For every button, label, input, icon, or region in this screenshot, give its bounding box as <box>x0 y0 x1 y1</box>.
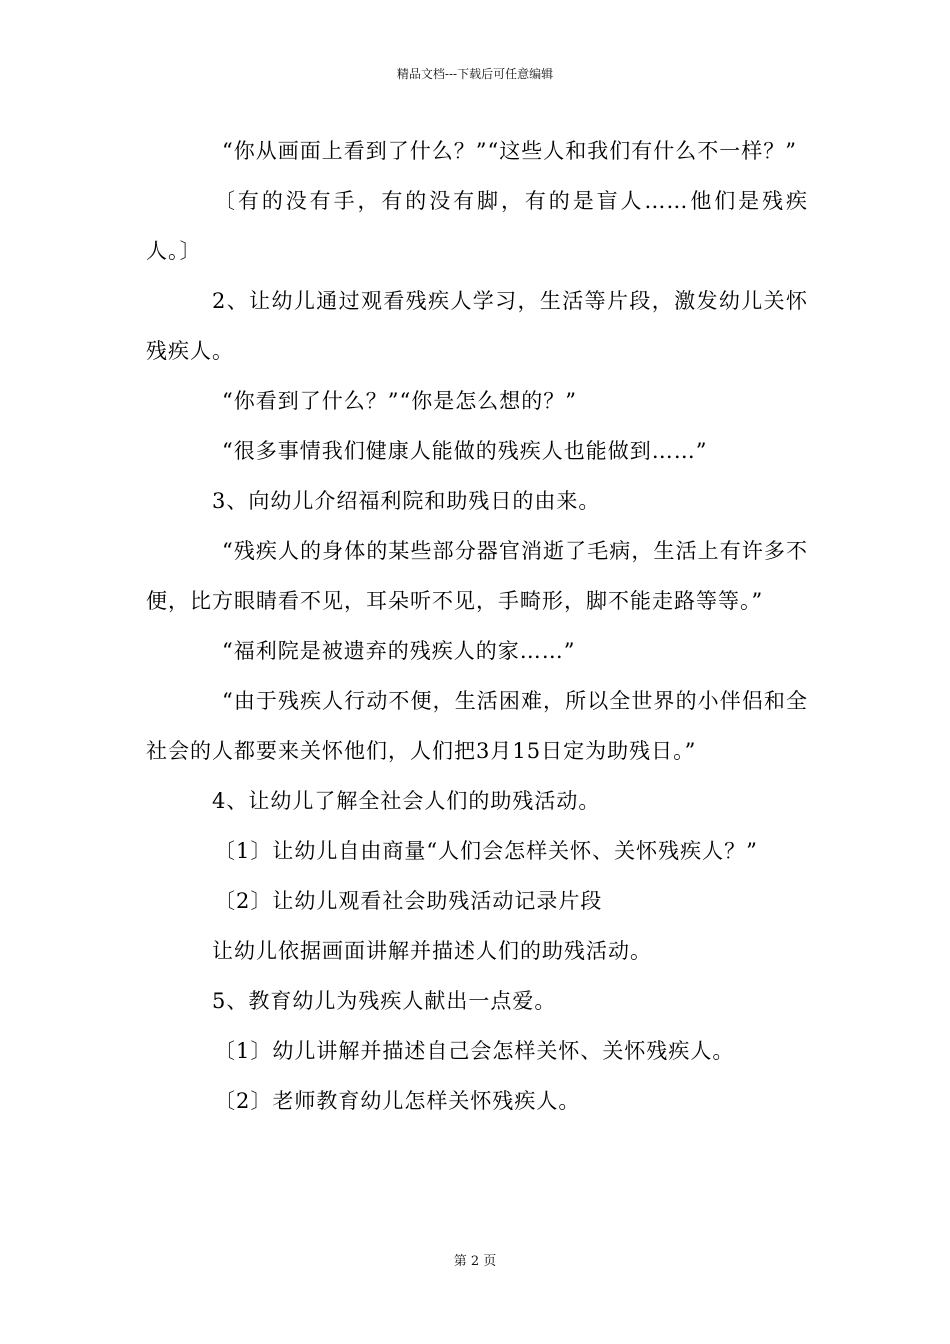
paragraph-step-3: 3、向幼儿介绍福利院和助残日的由来。 <box>212 489 601 513</box>
document-body <box>146 126 808 1126</box>
paragraph-step-5-2: 〔2〕老师教育幼儿怎样关怀残疾人。 <box>214 1089 581 1113</box>
paragraph-step-5-1: 〔1〕幼儿讲解并描述自己会怎样关怀、关怀残疾人。 <box>214 1039 735 1063</box>
paragraph-question-2: “你看到了什么？”“你是怎么想的？” <box>222 389 577 413</box>
paragraph-step-4-2: 〔2〕让幼儿观看社会助残活动记录片段 <box>214 889 603 913</box>
paragraph-quote-4: “由于残疾人行动不便，生活困难，所以全世界的小伴侣和全社会的人都要来关怀他们，人们把3月15日定为助残日。” <box>146 689 808 763</box>
page-number: 第 2 页 <box>453 1254 497 1269</box>
page-header: 精品文档---下载后可任意编辑 <box>396 67 554 81</box>
paragraph-quote-2: “残疾人的身体的某些部分器官消逝了毛病，生活上有许多不便，比方眼睛看不见，耳朵听不见，手畸形，脚不能走路等等。” <box>146 539 808 613</box>
paragraph-step-2: 2、让幼儿通过观看残疾人学习，生活等片段，激发幼儿关怀残疾人。 <box>146 289 808 363</box>
paragraph-step-4-1: 〔1〕让幼儿自由商量“人们会怎样关怀、关怀残疾人？” <box>214 839 758 863</box>
paragraph-step-5: 5、教育幼儿为残疾人献出一点爱。 <box>212 989 557 1013</box>
paragraph-step-4: 4、让幼儿了解全社会人们的助残活动。 <box>212 789 601 813</box>
paragraph-quote-3: “福利院是被遗弃的残疾人的家……” <box>222 639 576 663</box>
paragraph-answer: 〔有的没有手，有的没有脚，有的是盲人……他们是残疾人。〕 <box>146 189 808 263</box>
paragraph-question: “你从画面上看到了什么？”“这些人和我们有什么不一样？” <box>222 139 797 163</box>
paragraph-quote-1: “很多事情我们健康人能做的残疾人也能做到……” <box>222 439 708 463</box>
paragraph-step-4-note: 让幼儿依据画面讲解并描述人们的助残活动。 <box>212 939 652 963</box>
